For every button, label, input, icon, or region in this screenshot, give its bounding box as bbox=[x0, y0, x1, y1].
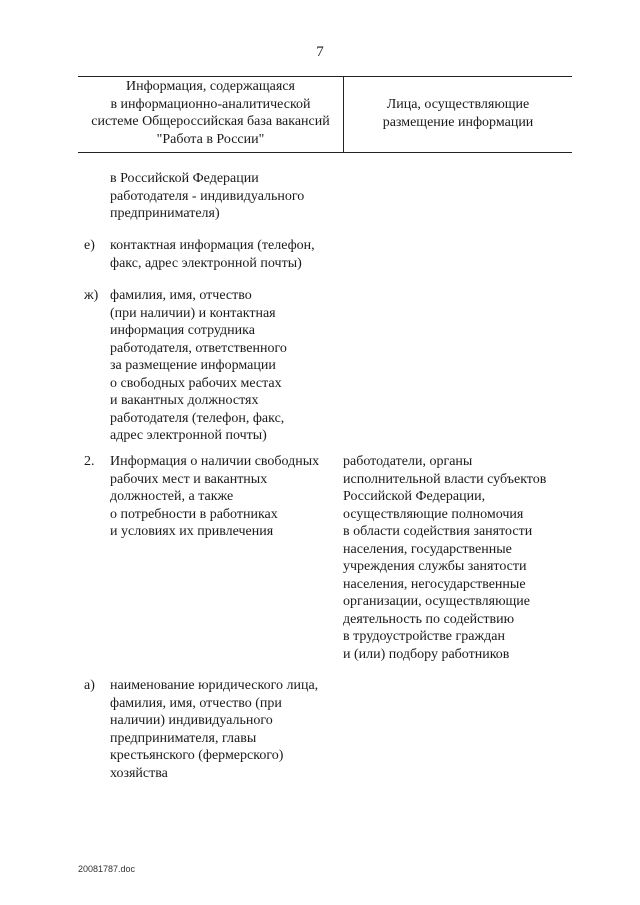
row-info-text: Информация о наличии свободных рабочих мест и вакантных должностей, а также о потребности в работниках и условиях их привлечения bbox=[110, 454, 320, 539]
document-code: 20081787.doc bbox=[78, 864, 136, 874]
row-marker: а) bbox=[84, 678, 95, 693]
row-persons-text: работодатели, органы исполнительной власти субъектов Российской Федерации, осуществляющие полномочия в области содействия занятости населения, государственные учреждения службы занятости населения, негосударственные организации, осуществляющие деятельность по содействию в трудоустройстве граждан и (или) подбору работников bbox=[343, 454, 547, 662]
page-number: 7 bbox=[316, 44, 324, 60]
row-marker: ж) bbox=[84, 288, 99, 303]
row-info-text: контактная информация (телефон, факс, адрес электронной почты) bbox=[110, 238, 315, 271]
row-info-text: фамилия, имя, отчество (при наличии) и контактная информация сотрудника работодателя, ответственного за размещение информации о свободных рабочих местах и вакантных должностях работодателя (телефон, факс, адрес электронной почты) bbox=[110, 288, 287, 443]
table-header-info-column: Информация, содержащаяся в информационно-аналитической системе Общероссийская база вакансий "Работа в России" bbox=[91, 79, 330, 147]
row-marker: е) bbox=[84, 238, 95, 253]
table-header-top-rule bbox=[78, 76, 572, 77]
table-header-bottom-rule bbox=[78, 152, 572, 153]
row-marker: 2. bbox=[84, 454, 95, 469]
table-header-persons-column: Лица, осуществляющие размещение информации bbox=[382, 97, 534, 130]
row-info-text: наименование юридического лица, фамилия, имя, отчество (при наличии) индивидуального предпринимателя, главы крестьянского (фермерского) хозяйства bbox=[110, 678, 319, 781]
row-info-text: в Российской Федерации работодателя - индивидуального предпринимателя) bbox=[110, 171, 305, 221]
